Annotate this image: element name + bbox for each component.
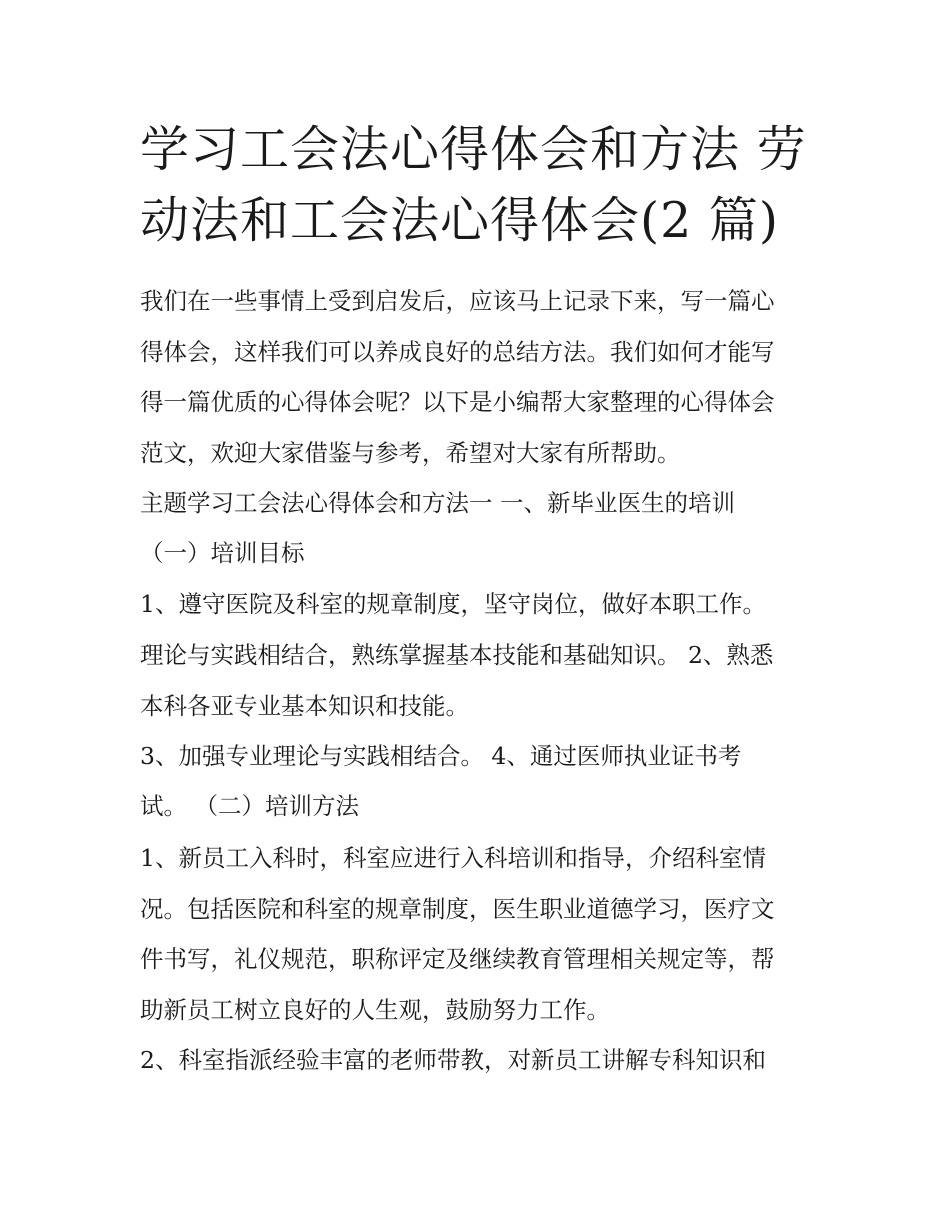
text-line-11: 试。 （二）培训方法 xyxy=(140,792,359,820)
text-line-13: 况。包括医院和科室的规章制度，医生职业道德学习，医疗文 xyxy=(140,895,775,923)
title-line-1: 学习工会法心得体会和方法 劳 xyxy=(140,121,807,178)
text-line-12: 1、新员工入科时，科室应进行入科培训和指导，介绍科室情 xyxy=(140,844,766,872)
text-line-1: 我们在一些事情上受到启发后，应该马上记录下来，写一篇心 xyxy=(140,287,775,315)
text-line-6: （一）培训目标 xyxy=(140,539,305,567)
text-line-2: 得体会，这样我们可以养成良好的总结方法。我们如何才能写 xyxy=(140,338,775,366)
text-line-16: 2、科室指派经验丰富的老师带教，对新员工讲解专科知识和 xyxy=(140,1046,766,1074)
title-line-2: 动法和工会法心得体会(2 篇) xyxy=(140,192,779,249)
text-line-5: 主题学习工会法心得体会和方法一 一、新毕业医生的培训 xyxy=(140,489,735,517)
text-line-4: 范文，欢迎大家借鉴与参考，希望对大家有所帮助。 xyxy=(140,439,681,467)
document-title xyxy=(140,114,820,256)
text-line-9: 本科各亚专业基本知识和技能。 xyxy=(140,692,469,720)
text-line-7: 1、遵守医院及科室的规章制度，坚守岗位，做好本职工作。 xyxy=(140,590,766,618)
text-line-3: 得一篇优质的心得体会呢？以下是小编帮大家整理的心得体会 xyxy=(140,388,775,416)
text-line-14: 件书写，礼仪规范，职称评定及继续教育管理相关规定等，帮 xyxy=(140,945,775,973)
text-line-8: 理论与实践相结合，熟练掌握基本技能和基础知识。 2、熟悉 xyxy=(140,641,774,669)
text-line-10: 3、加强专业理论与实践相结合。 4、通过医师执业证书考 xyxy=(140,742,742,770)
text-line-15: 助新员工树立良好的人生观，鼓励努力工作。 xyxy=(140,996,610,1024)
